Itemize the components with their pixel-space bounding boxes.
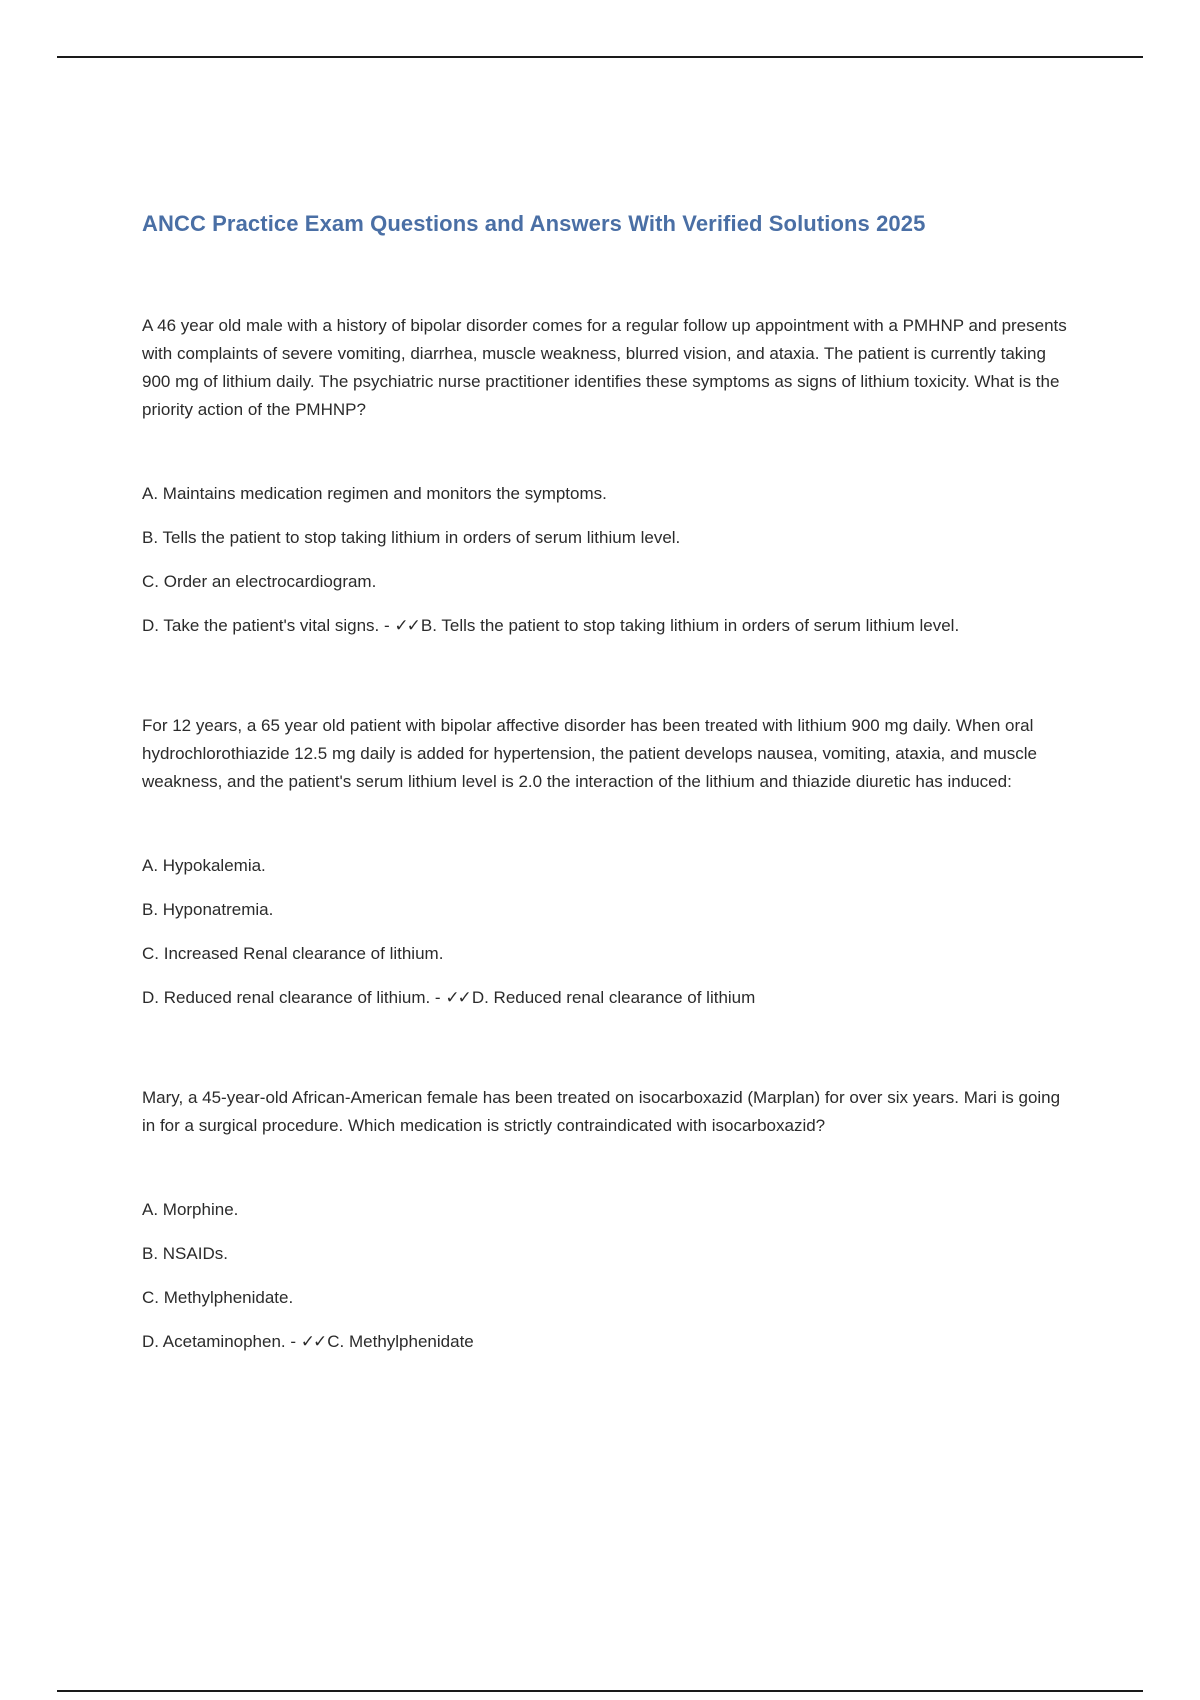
question-text: For 12 years, a 65 year old patient with bipolar affective disorder has been treated with lithium 900 mg daily. When oral hydrochlorothiazide 12.5 mg daily is added for hypertension, the patient develops nausea, vomiting, ataxia, and muscle weakness, and the patient's serum lithium level is 2.0 the interaction of the lithium and thiazide diuretic has induced:	[142, 715, 1037, 791]
header-rule	[57, 56, 1143, 58]
correct-answer: B. Tells the patient to stop taking lithium in orders of serum lithium level.	[420, 615, 960, 635]
question-2	[142, 712, 1072, 1012]
option-d-with-answer	[142, 612, 1072, 640]
correct-answer: D. Reduced renal clearance of lithium	[471, 987, 756, 1007]
option-a: A. Hypokalemia.	[142, 855, 266, 875]
option-c: C. Order an electrocardiogram.	[142, 571, 377, 591]
option-d: D. Reduced renal clearance of lithium. -	[142, 987, 446, 1007]
option-c: C. Increased Renal clearance of lithium.	[142, 943, 444, 963]
check-mark-icon: ✓✓	[445, 987, 470, 1007]
document-body	[142, 210, 1072, 1356]
option-a: A. Morphine.	[142, 1199, 239, 1219]
option-list	[142, 852, 1072, 1012]
question-3	[142, 1084, 1072, 1356]
option-list	[142, 1196, 1072, 1356]
option-d-with-answer	[142, 984, 1072, 1012]
option-a: A. Maintains medication regimen and monitors the symptoms.	[142, 483, 607, 503]
question-text: Mary, a 45-year-old African-American female has been treated on isocarboxazid (Marplan) for over six years. Mari is going in for a surgical procedure. Which medication is strictly contraindicated with isocarboxazid?	[142, 1087, 1061, 1135]
option-list	[142, 480, 1072, 640]
question-text: A 46 year old male with a history of bipolar disorder comes for a regular follow up appointment with a PMHNP and presents with complaints of severe vomiting, diarrhea, muscle weakness, blurred vision, and ataxia. The patient is currently taking 900 mg of lithium daily. The psychiatric nurse practitioner identifies these symptoms as signs of lithium toxicity. What is the priority action of the PMHNP?	[142, 315, 1067, 419]
question-1	[142, 312, 1072, 640]
option-d-with-answer	[142, 1328, 1072, 1356]
check-mark-icon: ✓✓	[300, 1331, 326, 1351]
footer-rule	[57, 1690, 1143, 1692]
option-c: C. Methylphenidate.	[142, 1287, 294, 1307]
option-d: D. Acetaminophen. -	[142, 1331, 301, 1351]
check-mark-icon: ✓✓	[394, 615, 419, 635]
option-d: D. Take the patient's vital signs. -	[142, 615, 395, 635]
correct-answer: C. Methylphenidate	[327, 1331, 474, 1351]
option-b: B. NSAIDs.	[142, 1243, 228, 1263]
option-b: B. Tells the patient to stop taking lithium in orders of serum lithium level.	[142, 527, 681, 547]
option-b: B. Hyponatremia.	[142, 899, 274, 919]
document-title: ANCC Practice Exam Questions and Answers With Verified Solutions 2025	[142, 211, 926, 236]
